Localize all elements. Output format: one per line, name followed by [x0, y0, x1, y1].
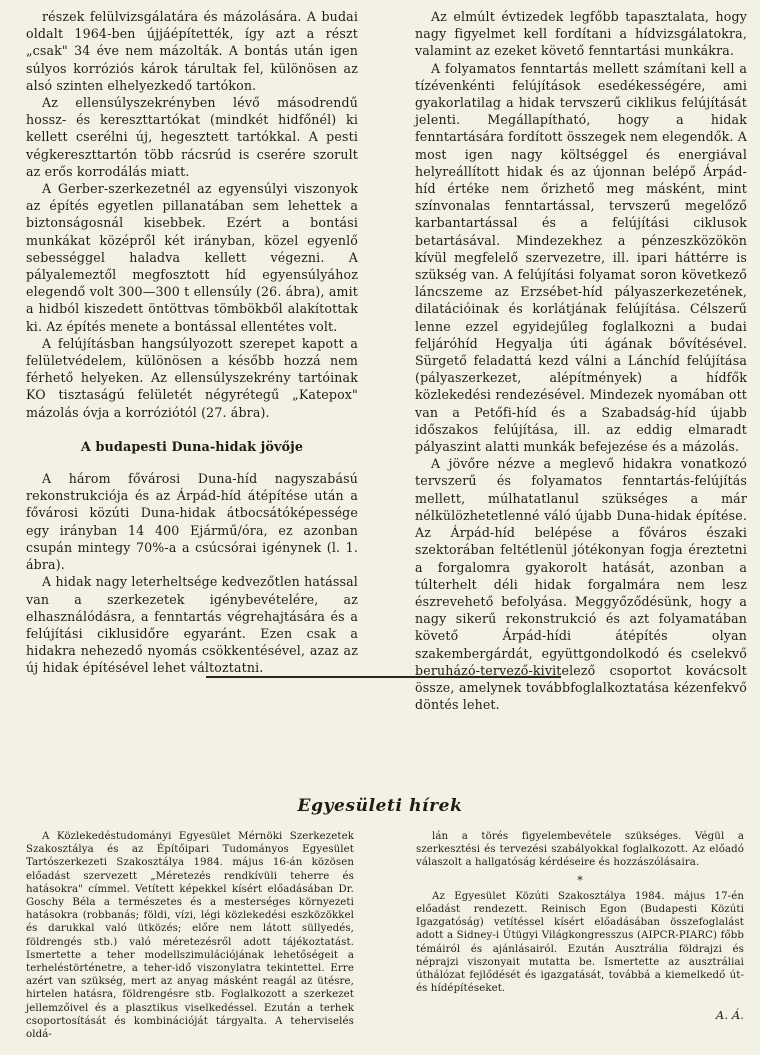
news-separator: * — [577, 873, 583, 887]
news-paragraph: A Közlekedéstudományi Egyesület Mérnöki Szerkezetek Szakosztálya és az Építőipari Tudományos Egyesület Tartószerkezeti Szakosztálya 1984. május 16-án közösen előadást szervezett „Méretezés rendkívüli teherre és hatásokra" címmel. Vetített képekkel kísért előadásában Dr. Goschy Béla a természetes és a mesterséges környezeti hatásokra (robbanás; földi, vízi, légi közlekedési eszközökkel és darukkal való ütközés; előre nem látott süllyedés, földrengés stb.) való méretezésről adott tájékoztatást. Ismertette a teher modellszimulációjának lehetőségeit a terheléstörténetre, a teher-idő viszonylatra tekintettel. Erre azért van szükség, mert az anyag másként reagál az ütésre, hirtelen hatásra, földrengésre stb. Foglalkozott a szerkezet jellemzőivel és a plasztikus viselkedéssel. Ezután a terhek csoportosítását és kombinációját tárgyalta. A teherviselés oldá- — [26, 831, 354, 1041]
section-divider — [206, 676, 561, 678]
author-signature: A. Á. — [715, 1008, 744, 1023]
paragraph: A három fővárosi Duna-híd nagyszabású rekonstrukciója és az Árpád-híd átépítése után a fővárosi közúti Duna-hidak átbocsátóképessége egy irányban 14 400 Ejármű/óra, ez azonban csupán mintegy 70%-a a csúcsórai igénynek (l. 1. ábra). — [26, 471, 358, 573]
news-paragraph: Az Egyesület Közúti Szakosztálya 1984. május 17-én előadást rendezett. Reinisch Egon (Budapesti Közúti Igazgatóság) vetítéssel kísért előadásában összefoglalást adott a Sidney-i Útügyi Világkongresszus (AIPCR-PIARC) főbb témáiról és ajánlásairól. Ezután Ausztrália földrajzi és néprajzi viszonyait mutatta be. Ismertette az ausztráliai úthálózat fejlődését és igazgatását, továbbá a kiemelkedő út- és hídépítéseket. — [416, 890, 744, 995]
paragraph: A hidak nagy leterheltsége kedvezőtlen hatással van a szerkezetek igénybevételére, az elhasználódásra, a fenntartás végrehajtására és a felújítási ciklusidőre egyaránt. Ezen csak a hidakra nehezedő nyomás csökkentésével, azaz az új hidak építésével lehet változtatni. — [26, 574, 358, 676]
paragraph: A Gerber-szerkezetnél az egyensúlyi viszonyok az építés egyetlen pillanatában sem lehettek a biztonságosnál kisebbek. Ezért a bontási munkákat középről két irányban, közel egyenlő sebességgel haladva kellett végezni. A pályalemeztől megfosztott híd egyensúlyához elegendő volt 300—300 t ellensúly (26. ábra), amit a hidból kiszedett öntöttvas tömbökből alakítottak ki. Az építés menete a bontással ellentétes volt. — [26, 181, 358, 334]
paragraph: A felújításban hangsúlyozott szerepet kapott a felületvédelem, különösen a később hozzá nem férhető helyeken. Az ellensúlyszekrény tartóinak KO tisztaságú felületét négyrétegű „Katepox" mázolás óvja a korróziótól (27. ábra). — [26, 335, 358, 420]
paragraph: A folyamatos fenntartás mellett számítani kell a tízévenkénti felújítások esedékességére, ami gyakorlatilag a hidak tervszerű ciklikus felújítását jelenti. Megállapítható, hogy a hidak fenntartására fordított összegek nem elegendők. A most igen nagy költséggel és energiával helyreállított hidak és az újonnan belépő Árpád-híd értéke nem őrizhető meg másként, mint színvonalas fenntartással, tervszerű megelőző karbantartással és a felújítási ciklusok betartásával. Mindezekhez a pénzeszközökön kívül megfelelő szervezetre, ill. ipari háttérre is szükség van. A felújítási folyamat soron következő láncszeme az Erzsébet-híd pályaszerkezetének, dilatációinak és korlátjának felújítása. Célszerű lenne ezzel egyidejűleg foglalkozni a budai feljáróhíd Hegyalja úti ágának bővítésével. Sürgető feladattá kezd válni a Lánchíd felújítása (pályaszerkezet, alépítmények) a hídfők közlekedési rendezésével. Mindezek nyomában ott van a Petőfi-híd és a Szabadság-híd újabb időszakos felújítása, ill. az eddig elmaradt pályaszint alatti munkák befejezése és a mázolás. — [415, 60, 747, 455]
section-heading: A budapesti Duna-hidak jövője — [80, 439, 304, 455]
left-text-column — [26, 8, 358, 677]
paragraph: Az elmúlt évtizedek legfőbb tapasztalata, hogy nagy figyelmet kell fordítani a hídvizsgálatokra, valamint az ezeket követő fenntartási munkákra. — [415, 9, 747, 59]
right-text-column — [415, 8, 747, 713]
paragraph: A jövőre nézve a meglevő hidakra vonatkozó tervszerű és folyamatos fenntartás-felújítás mellett, múlhatatlanul szükséges a már nélkülözhetetlenné váló újabb Duna-hidak építése. Az Árpád-híd belépése a főváros északi szektorában feltétlenül jótékonyan fogja éreztetni a forgalomra gyakorolt hatását, azonban a túlterhelt déli hidak forgalmára nem lesz észrevehető befolyása. Meggyőződésünk, hogy a nagy sikerű rekonstrukció és azt folyamatában követő Árpád-hídi átépítés olyan szakembergárdát, együttgondolkodó és cselekvő beruházó-tervező-kivitelező csoportot kovácsolt össze, amelynek továbbfoglalkoztatása kézenfekvő döntés lehet. — [415, 456, 747, 713]
paragraph: részek felülvizsgálatára és mázolására. A budai oldalt 1964-ben újjáépítették, így azt a részt „csak" 34 éve nem mázolták. A bontás után igen súlyos korróziós károk tárultak fel, különösen az alsó szinten elhelyezkedő tartókon. — [26, 9, 358, 93]
news-paragraph: lán a törés figyelembevétele szükséges. Végül a szerkesztési és tervezési szabályokkal foglalkozott. Az előadó válaszolt a hallgatóság kérdéseire és hozzászólásaira. — [416, 831, 744, 869]
news-right-column — [416, 830, 744, 1023]
news-section-title: Egyesületi hírek — [297, 796, 463, 816]
news-left-column — [26, 830, 354, 1041]
paragraph: Az ellensúlyszekrényben lévő másodrendű hossz- és kereszttartókat (mindkét hidfőnél) ki kellett cserélni új, hegesztett tartókkal. A pesti végkereszttartón több rácsrúd is cserére szorult az erős korrodálás miatt. — [26, 95, 358, 179]
